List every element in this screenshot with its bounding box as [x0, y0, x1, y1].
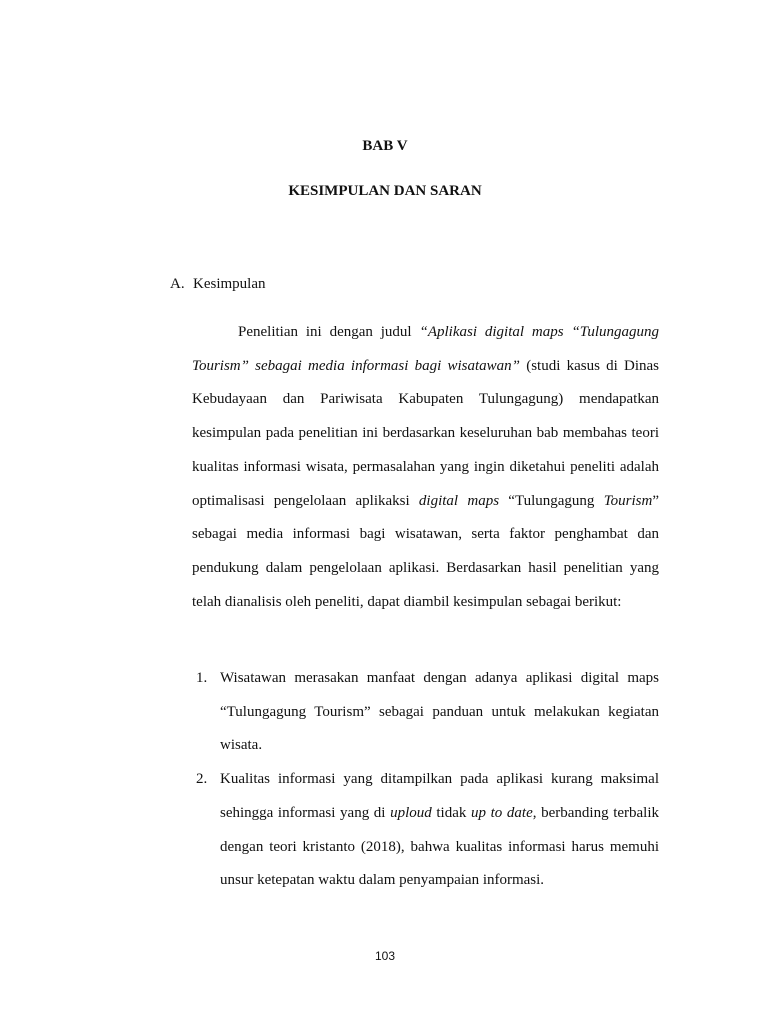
- list-item-italic-uploud: uploud: [390, 804, 432, 821]
- paragraph-text-1: Penelitian ini dengan judul: [238, 324, 420, 340]
- paragraph-text-3: “Tulungagung: [499, 492, 604, 509]
- list-item-marker: 1.: [196, 670, 208, 686]
- section-title: Kesimpulan: [193, 276, 266, 292]
- page-number: 103: [374, 949, 396, 963]
- list-item-text-2: tidak: [431, 804, 471, 821]
- list-item-text-3: , berbanding terbalik dengan teori kristanto (2018), bahwa kualitas informasi harus memuhi unsur ketepatan waktu dalam penyampaian informasi.: [220, 804, 660, 889]
- paragraph-italic-tourism: Tourism: [603, 492, 653, 509]
- list-item-italic-up-to-date: up to date: [471, 804, 533, 821]
- list-item: [192, 763, 659, 898]
- list-item: [192, 662, 659, 763]
- conclusion-paragraph: [192, 316, 659, 619]
- paragraph-text-2: (studi kasus di Dinas Kebudayaan dan Pariwisata Kabupaten Tulungagung) mendapatkan kesimpulan pada penelitian ini berdasarkan keseluruhan bab membahas teori kualitas informasi wisata, permasalahan yang ingin diketahui peneliti adalah optimalisasi pengelolaan aplikaksi: [192, 357, 659, 509]
- conclusion-list: [192, 662, 659, 898]
- chapter-title: BAB V: [362, 138, 408, 154]
- paragraph-italic-digital-maps: digital maps: [418, 492, 500, 509]
- paragraph-title-italic: “Aplikasi digital maps “Tulungagung Tourism” sebagai media informasi bagi wisatawan”: [192, 324, 659, 374]
- section-heading: [170, 276, 266, 293]
- list-item-text: Wisatawan merasakan manfaat dengan adanya aplikasi digital maps “Tulungagung Tourism” sebagai panduan untuk melakukan kegiatan wisata.: [220, 670, 659, 754]
- list-item-text-1: Kualitas informasi yang ditampilkan pada aplikasi kurang maksimal sehingga informasi yang di: [220, 771, 659, 821]
- chapter-subtitle: KESIMPULAN DAN SARAN: [288, 183, 482, 199]
- paragraph-text-4: ” sebagai media informasi bagi wisatawan, serta faktor penghambat dan pendukung dalam pengelolaan aplikasi. Berdasarkan hasil penelitian yang telah dianalisis oleh peneliti, dapat diambil kesimpulan sebagai berikut:: [192, 492, 659, 610]
- list-item-marker: 2.: [196, 771, 208, 788]
- section-number: A.: [170, 276, 185, 292]
